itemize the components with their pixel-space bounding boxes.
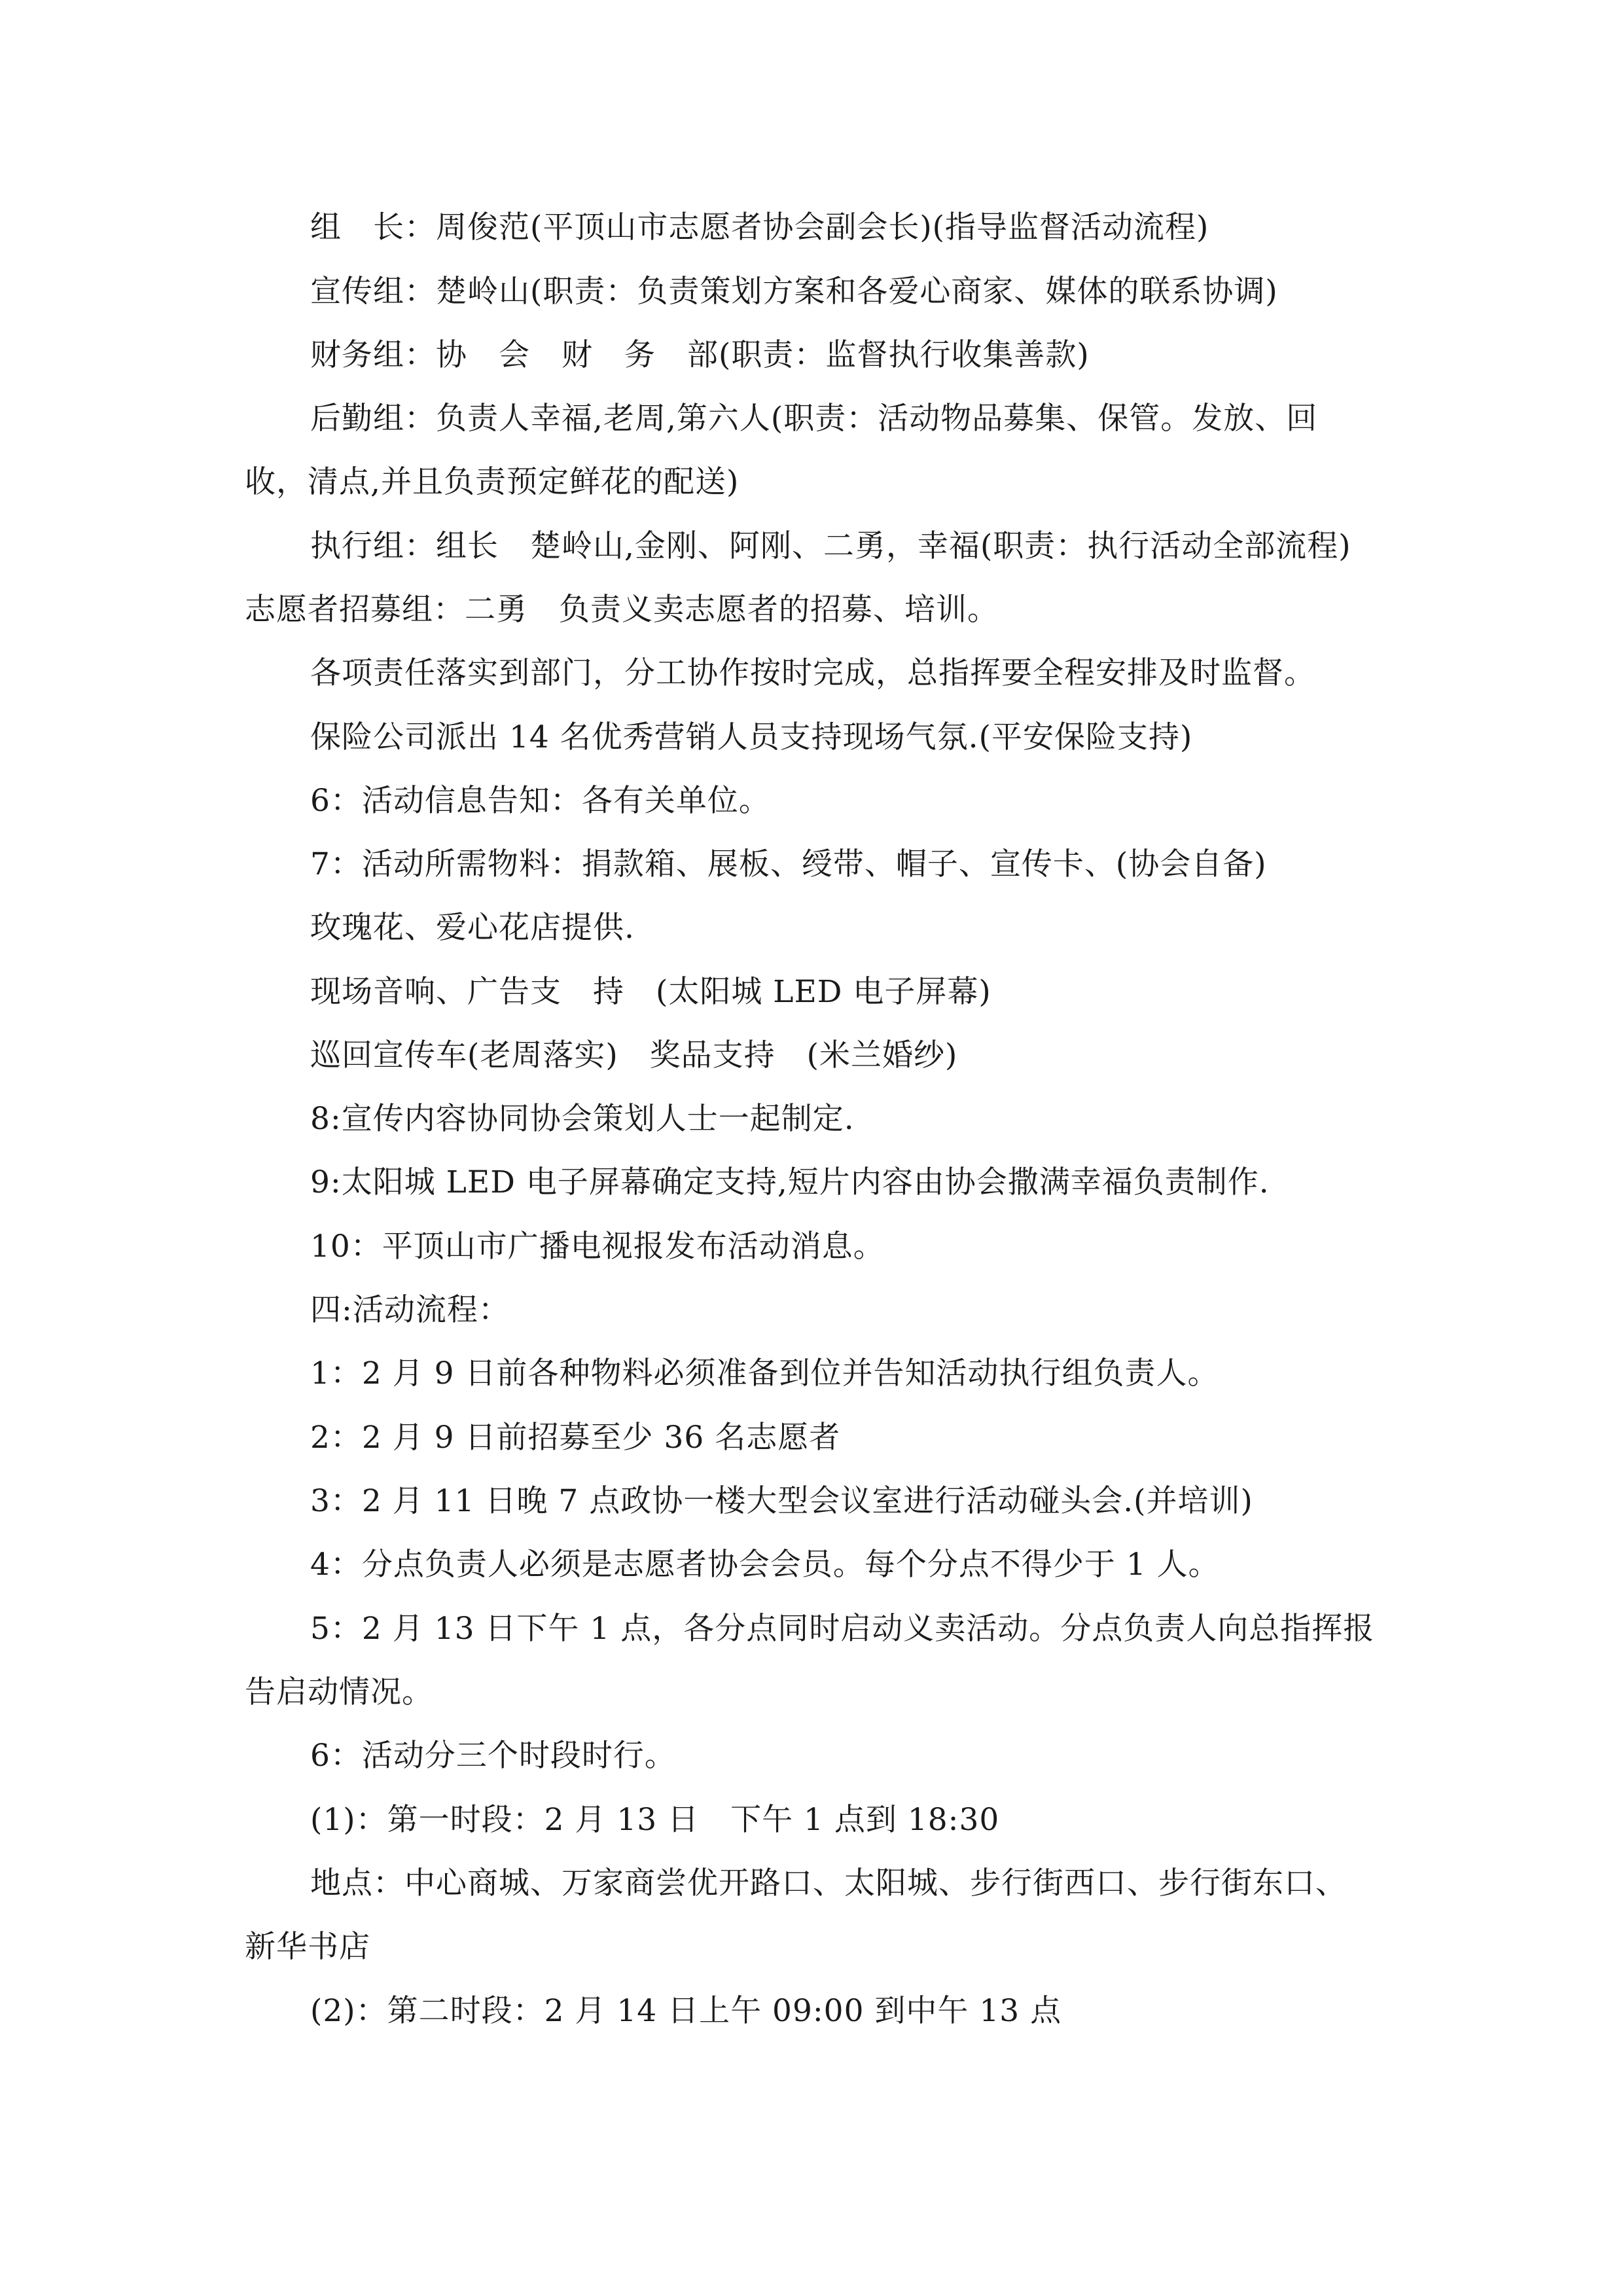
section-heading: 四:活动流程：	[310, 1292, 510, 1328]
text-line: 2：2 月 9 日前招募至少 36 名志愿者	[310, 1420, 841, 1456]
text-line: 7：活动所需物料：捐款箱、展板、绶带、帽子、宣传卡、(协会自备)	[310, 846, 1267, 882]
text-line: 后勤组：负责人幸福,老周,第六人(职责：活动物品募集、保管。发放、回	[310, 401, 1318, 437]
text-line: 玫瑰花、爱心花店提供.	[310, 910, 635, 946]
text-line: 现场音响、广告支 持 (太阳城 LED 电子屏幕)	[310, 974, 991, 1010]
text-line: 3：2 月 11 日晚 7 点政协一楼大型会议室进行活动碰头会.(并培训)	[310, 1483, 1253, 1519]
text-line: 9:太阳城 LED 电子屏幕确定支持,短片内容由协会撒满幸福负责制作.	[310, 1164, 1270, 1200]
text-line: 执行组：组长 楚岭山,金刚、阿刚、二勇，幸福(职责：执行活动全部流程)	[310, 528, 1351, 564]
text-line: (2)：第二时段：2 月 14 日上午 09:00 到中午 13 点	[310, 1993, 1062, 2029]
text-line: (1)：第一时段：2 月 13 日 下午 1 点到 18:30	[310, 1802, 1000, 1838]
text-line: 巡回宣传车(老周落实) 奖品支持 (米兰婚纱)	[310, 1037, 958, 1073]
text-line: 财务组：协 会 财 务 部(职责：监督执行收集善款)	[310, 337, 1090, 373]
text-line: 组 长：周俊范(平顶山市志愿者协会副会长)(指导监督活动流程)	[310, 209, 1209, 245]
text-line: 各项责任落实到部门，分工协作按时完成，总指挥要全程安排及时监督。	[310, 655, 1315, 691]
text-line: 8:宣传内容协同协会策划人士一起制定.	[310, 1101, 855, 1137]
text-line: 保险公司派出 14 名优秀营销人员支持现场气氛.(平安保险支持)	[310, 719, 1193, 755]
text-line: 6：活动信息告知：各有关单位。	[310, 783, 770, 819]
text-line: 收，清点,并且负责预定鲜花的配送)	[245, 464, 740, 500]
text-line: 10：平顶山市广播电视报发布活动消息。	[310, 1229, 885, 1265]
text-line: 4：分点负责人必须是志愿者协会会员。每个分点不得少于 1 人。	[310, 1547, 1220, 1583]
text-line: 6：活动分三个时段时行。	[310, 1738, 676, 1774]
text-line: 告启动情况。	[245, 1674, 433, 1710]
text-line: 1：2 月 9 日前各种物料必须准备到位并告知活动执行组负责人。	[310, 1355, 1219, 1391]
text-line: 5：2 月 13 日下午 1 点，各分点同时启动义卖活动。分点负责人向总指挥报	[310, 1611, 1375, 1647]
text-line: 志愿者招募组：二勇 负责义卖志愿者的招募、培训。	[245, 592, 999, 628]
text-line: 新华书店	[245, 1929, 370, 1965]
text-line: 宣传组：楚岭山(职责：负责策划方案和各爱心商家、媒体的联系协调)	[310, 274, 1278, 310]
text-line: 地点：中心商城、万家商尝优开路口、太阳城、步行街西口、步行街东口、	[310, 1865, 1347, 1901]
